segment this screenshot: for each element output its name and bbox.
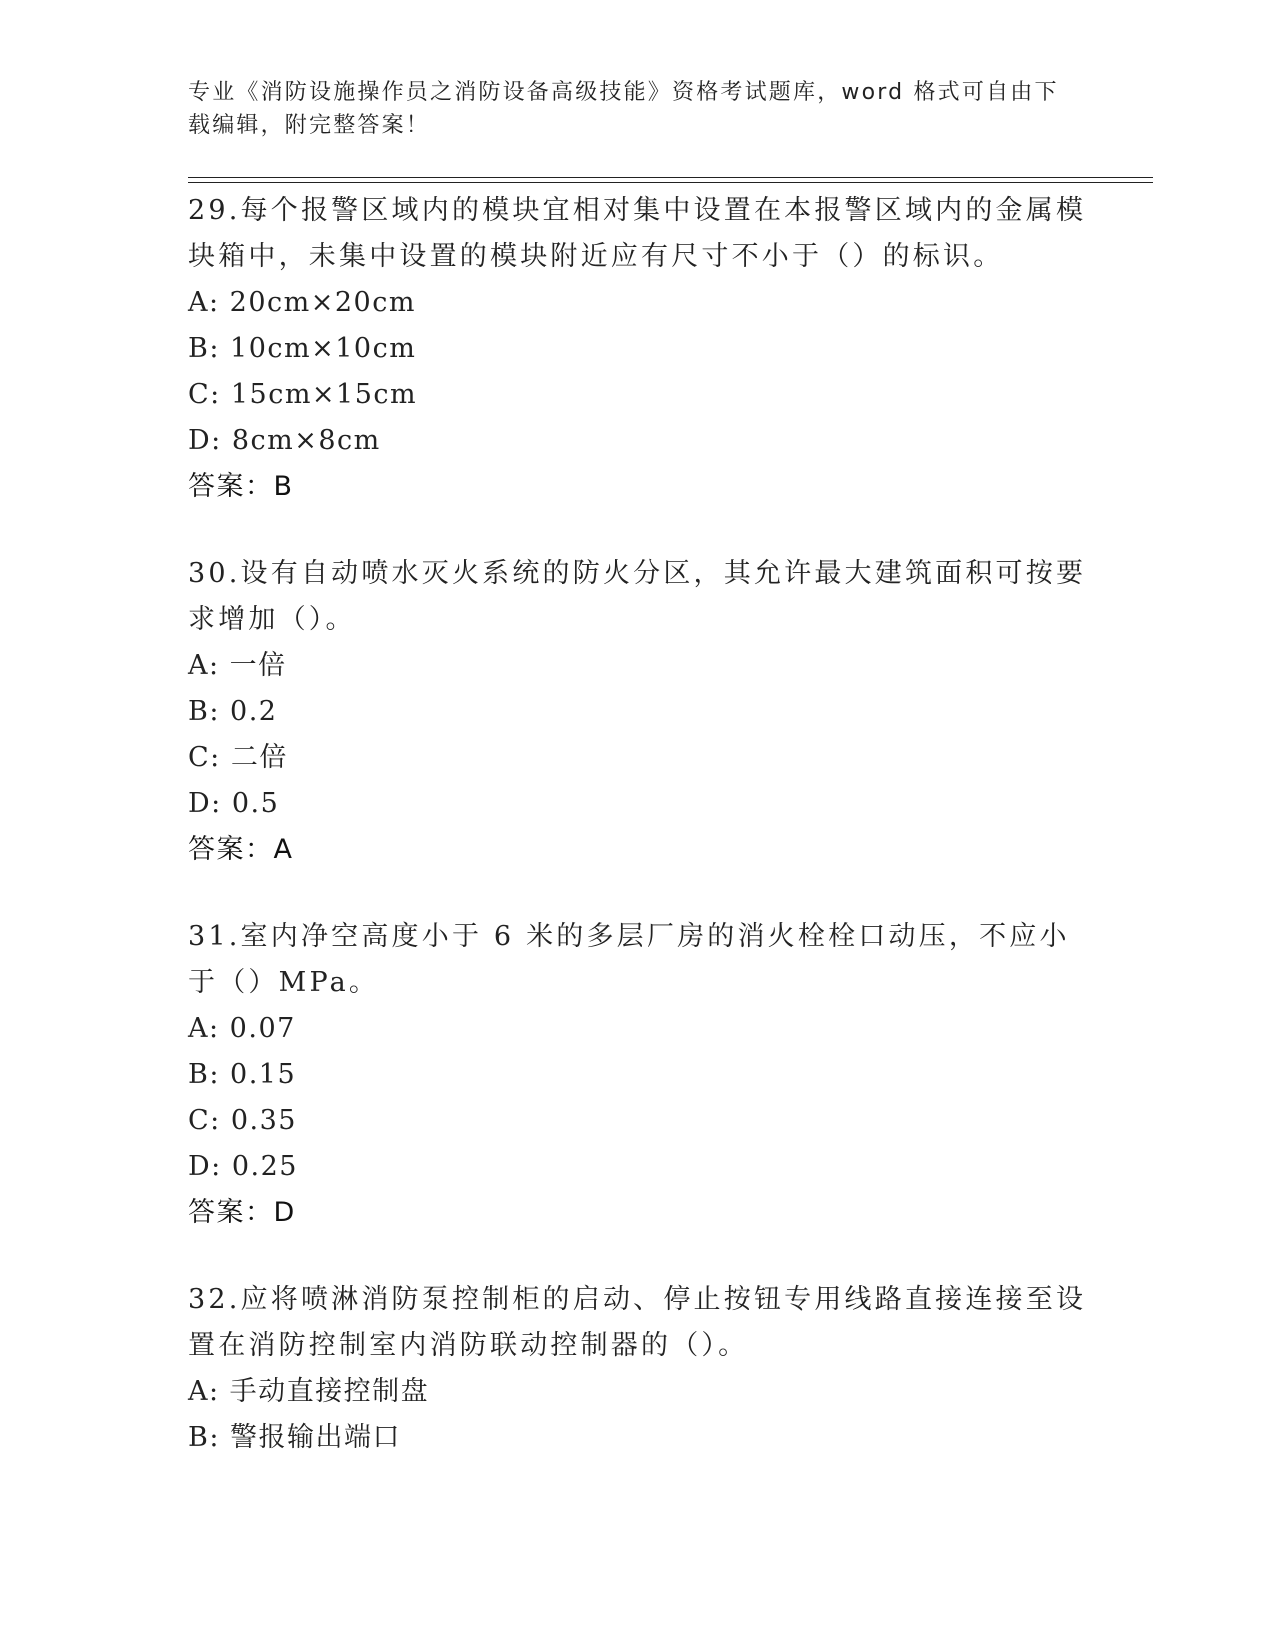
- option-a: A: 手动直接控制盘: [188, 1376, 430, 1407]
- option-a: A: 0.07: [188, 1013, 296, 1044]
- header-divider-top: [188, 177, 1153, 178]
- question-stem: 30.设有自动喷水灭火系统的防火分区，其允许最大建筑面积可按要求增加（）。: [188, 558, 1087, 635]
- option-d: D: 0.25: [188, 1151, 298, 1182]
- option-c: C: 15cm×15cm: [188, 379, 418, 410]
- option-a: A: 20cm×20cm: [188, 287, 416, 318]
- question-29: [188, 188, 1088, 510]
- option-d: D: 8cm×8cm: [188, 425, 381, 456]
- answer-line: 答案：D: [188, 1197, 296, 1228]
- question-stem: 31.室内净空高度小于 6 米的多层厂房的消火栓栓口动压，不应小于（）MPa。: [188, 921, 1070, 998]
- question-stem: 32.应将喷淋消防泵控制柜的启动、停止按钮专用线路直接连接至设置在消防控制室内消防联动控制器的（）。: [188, 1284, 1087, 1361]
- document-header: 专业《消防设施操作员之消防设备高级技能》资格考试题库，word 格式可自由下载编辑，附完整答案！: [188, 80, 1059, 138]
- question-31: [188, 914, 1088, 1236]
- answer-line: 答案：B: [188, 471, 294, 502]
- question-stem: 29.每个报警区域内的模块宜相对集中设置在本报警区域内的金属模块箱中，未集中设置的模块附近应有尺寸不小于（）的标识。: [188, 195, 1087, 272]
- option-a: A: 一倍: [188, 650, 287, 681]
- option-b: B: 0.15: [188, 1059, 297, 1090]
- option-c: C: 二倍: [188, 742, 288, 773]
- option-d: D: 0.5: [188, 788, 280, 819]
- header-divider-bottom: [188, 182, 1153, 183]
- question-30: [188, 551, 1088, 873]
- option-c: C: 0.35: [188, 1105, 297, 1136]
- answer-line: 答案：A: [188, 834, 294, 865]
- question-32: [188, 1277, 1088, 1461]
- option-b: B: 警报输出端口: [188, 1422, 402, 1453]
- option-b: B: 10cm×10cm: [188, 333, 417, 364]
- option-b: B: 0.2: [188, 696, 278, 727]
